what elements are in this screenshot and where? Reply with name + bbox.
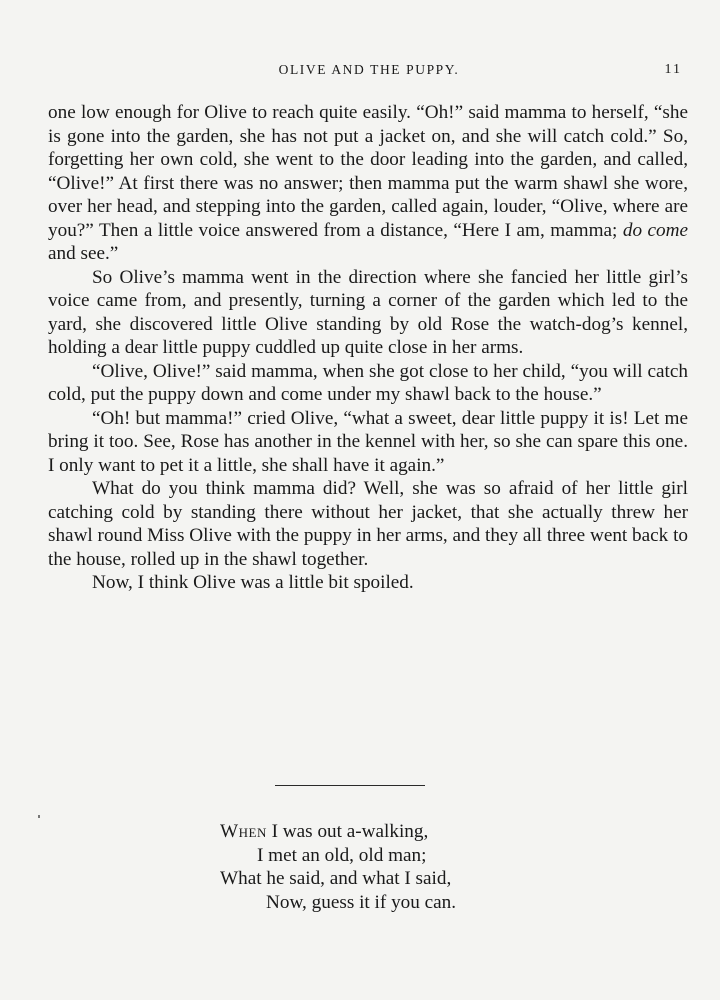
poem-first-word: When <box>220 821 267 842</box>
paragraph-1-text: one low enough for Olive to reach quite easily. “Oh!” said mamma to herself, “she is gone into the garden, she has not put a jacket on, and she will catch cold.” So, forgetting her own cold, she went to the door leading into the garden, and called, “Olive!” At first there was no answer; then mamma put the warm shawl she wore, over her head, and stepping into the garden, called again, louder, “Olive, where are you?” Then a little voice answered from a distance, “Here I am, mamma; <box>48 102 688 241</box>
poem-line-2 <box>220 844 580 868</box>
poem-line-4 <box>220 891 580 915</box>
paragraph-5-text: What do you think mamma did? Well, she was so afraid of her little girl catching cold by standing there without her jacket, that she actually threw her shawl round Miss Olive with the puppy in her arms, and they all three went back to the house, rolled up in the shawl together. <box>48 478 688 570</box>
rhyme-verse <box>220 820 580 914</box>
paragraph-2 <box>48 266 688 360</box>
running-header <box>48 62 690 82</box>
paragraph-6 <box>48 571 688 595</box>
story-body <box>48 101 688 595</box>
poem-line-2-text: I met an old, old man; <box>257 844 427 866</box>
paragraph-4 <box>48 407 688 478</box>
running-title: OLIVE AND THE PUPPY. <box>278 62 460 77</box>
paragraph-3 <box>48 360 688 407</box>
section-divider-rule <box>275 785 425 786</box>
paragraph-1-emphasis: do come <box>622 219 688 241</box>
poem-line-3 <box>220 867 580 891</box>
poem-line-3-text: What he said, and what I said, <box>220 868 452 889</box>
paragraph-4-text: “Oh! but mamma!” cried Olive, “what a sweet, dear little puppy it is! Let me bring it too. See, Rose has another in the kennel with her, so she can spare this one. I only want to pet it a little, she shall have it again.” <box>48 407 688 476</box>
paragraph-1-tail: and see.” <box>48 243 119 264</box>
margin-speck <box>38 815 40 818</box>
page-number: 11 <box>664 62 682 77</box>
poem-line-1-text: I was out a-walking, <box>266 821 429 842</box>
poem-line-1 <box>220 820 580 844</box>
poem-line-4-text: Now, guess it if you can. <box>266 891 457 913</box>
paragraph-5 <box>48 477 688 571</box>
paragraph-1 <box>48 101 688 266</box>
paragraph-2-text: So Olive’s mamma went in the direction where she fancied her little girl’s voice came from, and presently, turning a corner of the garden which led to the yard, she discovered little Olive standing by old Rose the watch-dog’s kennel, holding a dear little puppy cuddled up quite close in her arms. <box>48 266 688 358</box>
paragraph-3-text: “Olive, Olive!” said mamma, when she got close to her child, “you will catch cold, put the puppy down and come under my shawl back to the house.” <box>48 360 688 405</box>
paragraph-6-text: Now, I think Olive was a little bit spoiled. <box>92 572 414 593</box>
